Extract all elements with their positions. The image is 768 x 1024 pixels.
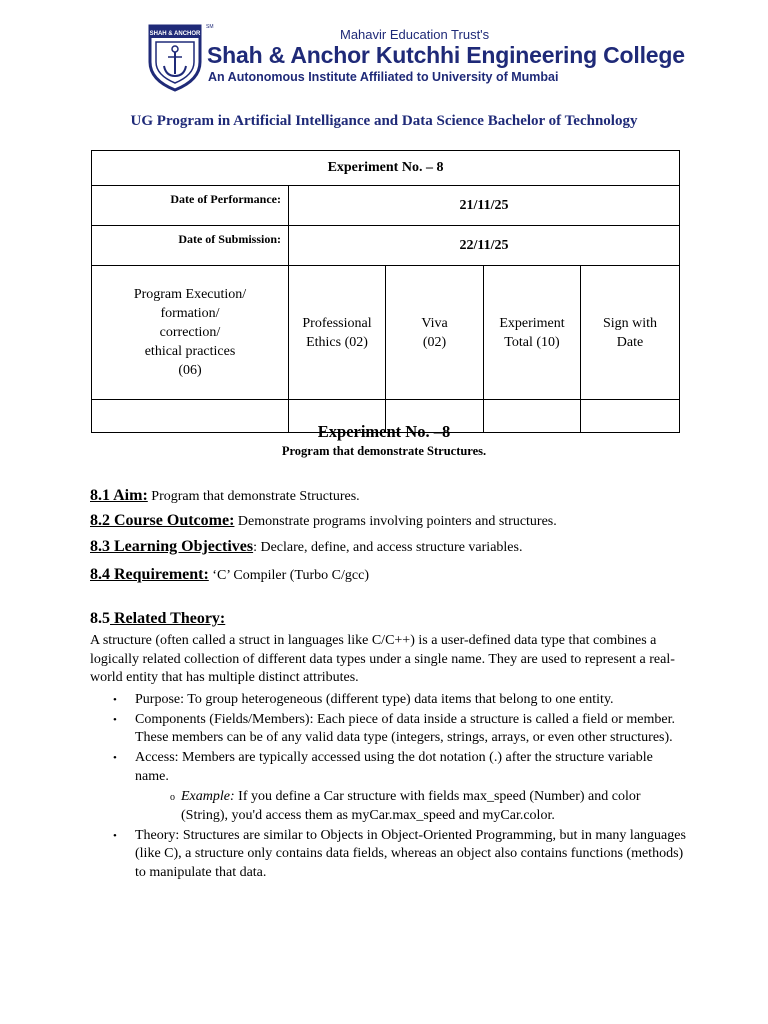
trust-name: Mahavir Education Trust's bbox=[340, 27, 490, 42]
theory-body bbox=[90, 632, 690, 884]
date-performance-label: Date of Performance: bbox=[92, 186, 289, 226]
section-aim bbox=[90, 487, 360, 505]
college-logo-icon bbox=[146, 22, 214, 92]
list-item: • Components (Fields/Members): Each piece of data inside a structure is called a field or member. These members can be of any valid data type (integers, strings, arrays, or even other structures). bbox=[135, 711, 690, 748]
experiment-table bbox=[91, 150, 680, 433]
experiment-title: Experiment No. –8 bbox=[317, 422, 451, 441]
svg-text:SM: SM bbox=[206, 24, 214, 30]
requirement-heading: 8.4 Requirement: bbox=[90, 566, 209, 583]
marks-header-execution: Program Execution/ formation/ correction/ ethical practices (06) bbox=[92, 266, 289, 400]
section-theory-heading bbox=[90, 610, 225, 628]
aim-text: Program that demonstrate Structures. bbox=[147, 489, 360, 504]
objectives-heading: 8.3 Learning Objectives bbox=[90, 538, 254, 555]
theory-number: 8.5 bbox=[90, 610, 110, 627]
college-affiliation: An Autonomous Institute Affiliated to University of Mumbai bbox=[208, 70, 559, 84]
date-submission-value: 22/11/25 bbox=[289, 226, 680, 266]
outcome-heading: 8.2 Course Outcome: bbox=[90, 512, 235, 529]
theory-list bbox=[90, 691, 690, 883]
aim-heading: 8.1 Aim: bbox=[90, 487, 148, 504]
example-list bbox=[135, 788, 690, 825]
list-item bbox=[135, 749, 690, 825]
section-outcome bbox=[90, 512, 557, 530]
program-title: UG Program in Artificial Intelligance and Data Science Bachelor of Technology bbox=[130, 113, 638, 129]
section-requirement bbox=[90, 566, 369, 584]
experiment-subtitle: Program that demonstrate Structures. bbox=[281, 444, 487, 458]
theory-intro: A structure (often called a struct in languages like C/C++) is a user-defined data type that combines a logically related collection of different data types under a single name. They are used to represent a real-world entity that has multiple distinct attributes. bbox=[90, 633, 675, 685]
example-text: If you define a Car structure with fields max_speed (Number) and color (String), you'd access them as myCar.max_speed and myCar.color. bbox=[181, 789, 641, 823]
outcome-text: Demonstrate programs involving pointers and structures. bbox=[234, 514, 557, 529]
svg-text:SHAH & ANCHOR: SHAH & ANCHOR bbox=[149, 31, 201, 37]
list-item: • Theory: Structures are similar to Objects in Object-Oriented Programming, but in many languages (like C), a structure only contains data fields, whereas an object also contains functions (methods) to manipulate that data. bbox=[135, 827, 690, 883]
objectives-text: : Declare, define, and access structure variables. bbox=[253, 540, 523, 555]
marks-header-viva: Viva (02) bbox=[386, 266, 484, 400]
access-text: Access: Members are typically accessed using the dot notation (.) after the structure variable name. bbox=[135, 750, 653, 784]
marks-header-ethics: Professional Ethics (02) bbox=[289, 266, 386, 400]
table-title: Experiment No. – 8 bbox=[92, 151, 680, 186]
marks-header-total: Experiment Total (10) bbox=[484, 266, 581, 400]
theory-heading: Related Theory: bbox=[110, 610, 226, 627]
college-name: Shah & Anchor Kutchhi Engineering College bbox=[207, 42, 685, 68]
date-performance-value: 21/11/25 bbox=[289, 186, 680, 226]
list-item: • Purpose: To group heterogeneous (different type) data items that belong to one entity. bbox=[135, 691, 690, 710]
example-item bbox=[181, 788, 690, 825]
section-objectives bbox=[90, 538, 522, 556]
example-label: Example: bbox=[181, 789, 235, 804]
date-submission-label: Date of Submission: bbox=[92, 226, 289, 266]
requirement-text: ‘C’ Compiler (Turbo C/gcc) bbox=[208, 568, 370, 583]
marks-header-sign: Sign with Date bbox=[581, 266, 680, 400]
